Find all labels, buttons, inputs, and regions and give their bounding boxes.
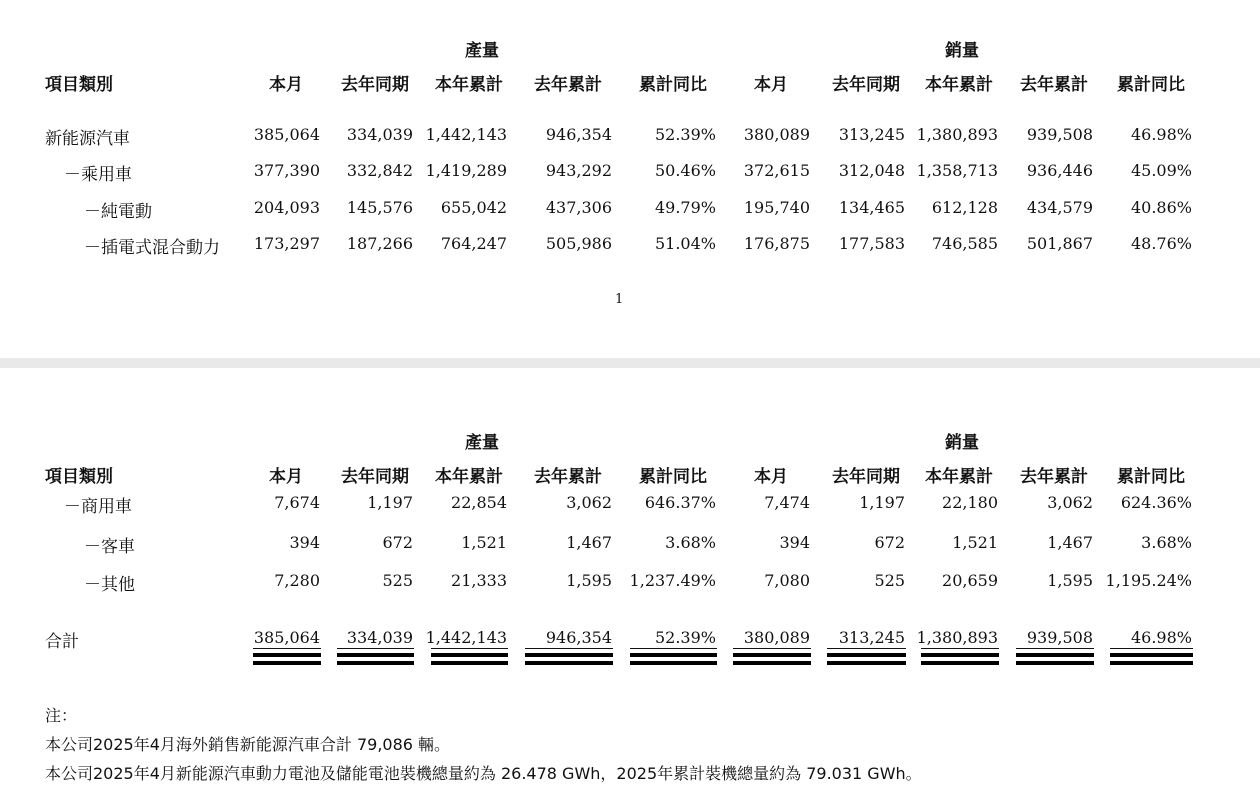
table-cell: 1,595: [566, 571, 612, 590]
table-cell: 1,419,289: [425, 161, 507, 180]
table-cell: 334,039: [346, 125, 413, 144]
table-cell: 1,442,143: [425, 125, 507, 144]
item-category-header: 項目類別: [45, 467, 113, 487]
total-double-underline-top: [1016, 653, 1094, 657]
table-cell: 1,380,893: [916, 125, 998, 144]
page-two: [0, 368, 1260, 801]
table-cell: 1,521: [952, 533, 998, 552]
total-double-underline-bottom: [733, 661, 811, 665]
table-cell: 46.98%: [1130, 125, 1192, 144]
row-label: －客車: [84, 537, 135, 557]
row-label: －商用車: [64, 497, 132, 517]
table-cell: 946,354: [545, 125, 612, 144]
total-double-underline-top: [431, 653, 508, 657]
table-cell: 939,508: [1026, 125, 1093, 144]
item-category-header: 項目類別: [45, 75, 113, 95]
row-label: 新能源汽車: [45, 129, 130, 149]
table-cell: 312,048: [838, 161, 905, 180]
table-cell: 501,867: [1026, 234, 1093, 253]
table-cell: 394: [289, 533, 320, 552]
table-cell: 177,583: [838, 234, 905, 253]
table-cell: 313,245: [838, 125, 905, 144]
table-cell: 1,467: [1047, 533, 1093, 552]
total-label: 合計: [45, 632, 79, 652]
total-single-underline: [1110, 648, 1193, 649]
table-cell: 48.76%: [1130, 234, 1192, 253]
total-cell: 313,245: [838, 628, 905, 647]
column-header: 本月: [754, 75, 788, 95]
total-double-underline-top: [921, 653, 999, 657]
total-single-underline: [921, 648, 999, 649]
total-cell: 946,354: [545, 628, 612, 647]
table-cell: 1,197: [859, 493, 905, 512]
table-cell: 50.46%: [654, 161, 716, 180]
table-cell: 20,659: [942, 571, 998, 590]
table-cell: 764,247: [440, 234, 507, 253]
total-single-underline: [733, 648, 811, 649]
sales-group-header: 銷量: [945, 433, 979, 453]
table-cell: 394: [779, 533, 810, 552]
table-cell: 7,674: [274, 493, 320, 512]
column-header: 累計同比: [639, 467, 707, 487]
table-cell: 204,093: [253, 198, 320, 217]
page-number: 1: [615, 292, 624, 307]
table-cell: 195,740: [743, 198, 810, 217]
table-cell: 52.39%: [654, 125, 716, 144]
column-header: 累計同比: [1117, 467, 1185, 487]
table-cell: 1,358,713: [916, 161, 998, 180]
total-single-underline: [525, 648, 613, 649]
total-single-underline: [431, 648, 508, 649]
table-cell: 7,280: [274, 571, 320, 590]
total-cell: 380,089: [743, 628, 810, 647]
total-double-underline-top: [630, 653, 717, 657]
row-label: －插電式混合動力: [84, 238, 220, 258]
table-cell: 3,062: [1047, 493, 1093, 512]
column-header: 去年累計: [534, 467, 602, 487]
total-double-underline-bottom: [253, 661, 321, 665]
total-double-underline-top: [733, 653, 811, 657]
table-cell: 332,842: [346, 161, 413, 180]
column-header: 本月: [754, 467, 788, 487]
table-cell: 7,080: [764, 571, 810, 590]
table-cell: 377,390: [253, 161, 320, 180]
column-header: 去年同期: [832, 467, 900, 487]
table-cell: 1,467: [566, 533, 612, 552]
total-cell: 1,380,893: [916, 628, 998, 647]
table-cell: 22,180: [942, 493, 998, 512]
table-cell: 1,521: [461, 533, 507, 552]
total-double-underline-bottom: [827, 661, 906, 665]
table-cell: 176,875: [743, 234, 810, 253]
sales-group-header: 銷量: [945, 41, 979, 61]
column-header: 去年累計: [1020, 75, 1088, 95]
total-double-underline-bottom: [337, 661, 414, 665]
note-line-overseas-sales: 本公司2025年4月海外銷售新能源汽車合計 79,086 輛。: [45, 735, 451, 754]
table-cell: 672: [382, 533, 413, 552]
column-header: 本年累計: [435, 75, 503, 95]
table-cell: 173,297: [253, 234, 320, 253]
table-cell: 51.04%: [654, 234, 716, 253]
column-header: 本月: [269, 467, 303, 487]
column-header: 本月: [269, 75, 303, 95]
total-double-underline-top: [253, 653, 321, 657]
table-cell: 1,197: [367, 493, 413, 512]
table-cell: 612,128: [931, 198, 998, 217]
total-double-underline-bottom: [1110, 661, 1193, 665]
table-cell: 45.09%: [1130, 161, 1192, 180]
table-cell: 21,333: [451, 571, 507, 590]
column-header: 去年累計: [1020, 467, 1088, 487]
table-cell: 3.68%: [1141, 533, 1192, 552]
row-label: －其他: [84, 575, 135, 595]
table-cell: 646.37%: [644, 493, 716, 512]
total-double-underline-top: [1110, 653, 1193, 657]
total-single-underline: [630, 648, 717, 649]
column-header: 本年累計: [925, 75, 993, 95]
total-double-underline-bottom: [525, 661, 613, 665]
table-cell: 3,062: [566, 493, 612, 512]
total-cell: 939,508: [1026, 628, 1093, 647]
total-single-underline: [337, 648, 414, 649]
table-cell: 505,986: [545, 234, 612, 253]
table-cell: 746,585: [931, 234, 998, 253]
table-cell: 1,595: [1047, 571, 1093, 590]
total-cell: 46.98%: [1130, 628, 1192, 647]
total-cell: 52.39%: [654, 628, 716, 647]
total-double-underline-bottom: [630, 661, 717, 665]
table-cell: 134,465: [838, 198, 905, 217]
table-cell: 936,446: [1026, 161, 1093, 180]
table-cell: 187,266: [346, 234, 413, 253]
total-cell: 334,039: [346, 628, 413, 647]
total-single-underline: [1016, 648, 1094, 649]
table-cell: 380,089: [743, 125, 810, 144]
column-header: 去年同期: [832, 75, 900, 95]
table-cell: 434,579: [1026, 198, 1093, 217]
total-double-underline-bottom: [1016, 661, 1094, 665]
table-cell: 372,615: [743, 161, 810, 180]
table-cell: 525: [382, 571, 413, 590]
total-single-underline: [253, 648, 321, 649]
total-double-underline-top: [525, 653, 613, 657]
table-cell: 655,042: [440, 198, 507, 217]
total-cell: 1,442,143: [425, 628, 507, 647]
table-cell: 1,195.24%: [1105, 571, 1192, 590]
column-header: 累計同比: [1117, 75, 1185, 95]
total-double-underline-top: [337, 653, 414, 657]
column-header: 本年累計: [925, 467, 993, 487]
column-header: 累計同比: [639, 75, 707, 95]
column-header: 去年同期: [341, 75, 409, 95]
column-header: 去年累計: [534, 75, 602, 95]
total-cell: 385,064: [253, 628, 320, 647]
table-cell: 1,237.49%: [629, 571, 716, 590]
table-cell: 525: [874, 571, 905, 590]
total-double-underline-bottom: [921, 661, 999, 665]
table-cell: 624.36%: [1120, 493, 1192, 512]
table-cell: 49.79%: [654, 198, 716, 217]
note-line-battery-installation: 本公司2025年4月新能源汽車動力電池及儲能電池裝機總量約為 26.478 GWh，2025年累計裝機總量約為 79.031 GWh。: [45, 764, 922, 783]
notes-heading: 注：: [45, 706, 78, 725]
table-cell: 385,064: [253, 125, 320, 144]
total-double-underline-top: [827, 653, 906, 657]
table-cell: 437,306: [545, 198, 612, 217]
row-label: －乘用車: [64, 165, 132, 185]
total-single-underline: [827, 648, 906, 649]
table-cell: 40.86%: [1130, 198, 1192, 217]
table-cell: 3.68%: [665, 533, 716, 552]
page-separator: [0, 358, 1260, 368]
table-cell: 7,474: [764, 493, 810, 512]
row-label: －純電動: [84, 202, 152, 222]
page-one: [0, 0, 1260, 358]
table-cell: 145,576: [346, 198, 413, 217]
production-group-header: 產量: [465, 41, 499, 61]
table-cell: 943,292: [545, 161, 612, 180]
table-cell: 22,854: [451, 493, 507, 512]
column-header: 去年同期: [341, 467, 409, 487]
table-cell: 672: [874, 533, 905, 552]
column-header: 本年累計: [435, 467, 503, 487]
total-double-underline-bottom: [431, 661, 508, 665]
production-group-header: 產量: [465, 433, 499, 453]
